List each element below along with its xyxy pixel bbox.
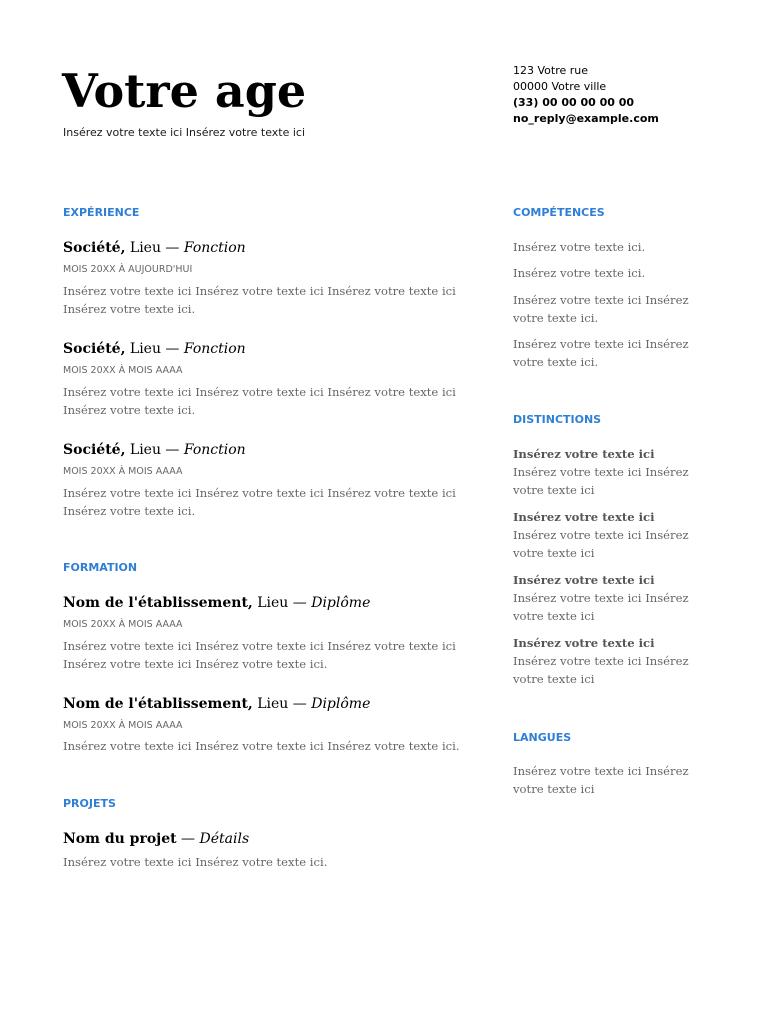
contact-phone: (33) 00 00 00 00 00 bbox=[513, 96, 635, 109]
education-heading: FORMATION bbox=[63, 561, 138, 574]
award-item bbox=[513, 571, 691, 625]
experience-company: Société, bbox=[63, 341, 126, 357]
experience-description: Insérez votre texte ici Insérez votre texte ici Insérez votre texte ici Insérez votre texte ici. bbox=[63, 284, 456, 316]
resume-name: Votre age bbox=[62, 64, 307, 118]
project-separator: — bbox=[176, 831, 200, 847]
contact-email[interactable]: no_reply@example.com bbox=[513, 112, 659, 125]
experience-heading: EXPÉRIENCE bbox=[63, 206, 140, 219]
award-title: Insérez votre texte ici bbox=[513, 510, 655, 524]
skill-item: Insérez votre texte ici Insérez votre texte ici. bbox=[513, 293, 689, 325]
education-title bbox=[63, 696, 370, 712]
education-school: Nom de l'établissement, bbox=[63, 595, 253, 611]
education-date: MOIS 20XX À MOIS AAAA bbox=[63, 720, 183, 731]
experience-title bbox=[63, 341, 246, 357]
education-title bbox=[63, 595, 370, 611]
languages-text: Insérez votre texte ici Insérez votre texte ici bbox=[513, 764, 689, 796]
contact-city: 00000 Votre ville bbox=[513, 80, 607, 93]
project-description: Insérez votre texte ici Insérez votre texte ici. bbox=[63, 855, 328, 869]
resume-tagline: Insérez votre texte ici Insérez votre texte ici bbox=[63, 126, 306, 139]
experience-description: Insérez votre texte ici Insérez votre texte ici Insérez votre texte ici Insérez votre texte ici. bbox=[63, 385, 456, 417]
skill-item: Insérez votre texte ici. bbox=[513, 266, 646, 280]
experience-place: Lieu — bbox=[125, 240, 184, 256]
award-title: Insérez votre texte ici bbox=[513, 447, 655, 461]
awards-heading: DISTINCTIONS bbox=[513, 413, 602, 426]
experience-company: Société, bbox=[63, 442, 126, 458]
education-degree: Diplôme bbox=[311, 595, 371, 611]
award-item bbox=[513, 634, 691, 688]
experience-role: Fonction bbox=[183, 341, 246, 357]
experience-description: Insérez votre texte ici Insérez votre texte ici Insérez votre texte ici Insérez votre texte ici. bbox=[63, 486, 456, 518]
education-description: Insérez votre texte ici Insérez votre texte ici Insérez votre texte ici. bbox=[63, 739, 460, 753]
award-item bbox=[513, 508, 691, 562]
experience-role: Fonction bbox=[183, 240, 246, 256]
experience-title bbox=[63, 442, 246, 458]
education-degree: Diplôme bbox=[311, 696, 371, 712]
contact-block bbox=[513, 63, 659, 127]
skill-item: Insérez votre texte ici. bbox=[513, 240, 646, 254]
education-place: Lieu — bbox=[252, 595, 312, 611]
languages-heading: LANGUES bbox=[513, 731, 572, 744]
experience-date: MOIS 20XX À MOIS AAAA bbox=[63, 466, 183, 477]
education-place: Lieu — bbox=[252, 696, 312, 712]
award-title: Insérez votre texte ici bbox=[513, 573, 655, 587]
skills-heading: COMPÉTENCES bbox=[513, 206, 605, 219]
skill-item: Insérez votre texte ici Insérez votre texte ici. bbox=[513, 337, 689, 369]
award-title: Insérez votre texte ici bbox=[513, 636, 655, 650]
award-text: Insérez votre texte ici Insérez votre texte ici bbox=[513, 591, 689, 623]
award-item bbox=[513, 445, 691, 499]
project-name: Nom du projet bbox=[63, 831, 177, 847]
project-title bbox=[63, 831, 249, 847]
award-text: Insérez votre texte ici Insérez votre texte ici bbox=[513, 654, 689, 686]
contact-street: 123 Votre rue bbox=[513, 64, 589, 77]
project-details: Détails bbox=[199, 831, 250, 847]
education-school: Nom de l'établissement, bbox=[63, 696, 253, 712]
education-description: Insérez votre texte ici Insérez votre texte ici Insérez votre texte ici Insérez votre texte ici Insérez votre texte ici. bbox=[63, 639, 456, 671]
experience-place: Lieu — bbox=[125, 442, 184, 458]
experience-place: Lieu — bbox=[125, 341, 184, 357]
projects-heading: PROJETS bbox=[63, 797, 116, 810]
award-text: Insérez votre texte ici Insérez votre texte ici bbox=[513, 528, 689, 560]
experience-company: Société, bbox=[63, 240, 126, 256]
award-text: Insérez votre texte ici Insérez votre texte ici bbox=[513, 465, 689, 497]
experience-role: Fonction bbox=[183, 442, 246, 458]
education-date: MOIS 20XX À MOIS AAAA bbox=[63, 619, 183, 630]
experience-title bbox=[63, 240, 246, 256]
experience-date: MOIS 20XX À MOIS AAAA bbox=[63, 365, 183, 376]
experience-date: MOIS 20XX À AUJOURD'HUI bbox=[63, 264, 193, 275]
